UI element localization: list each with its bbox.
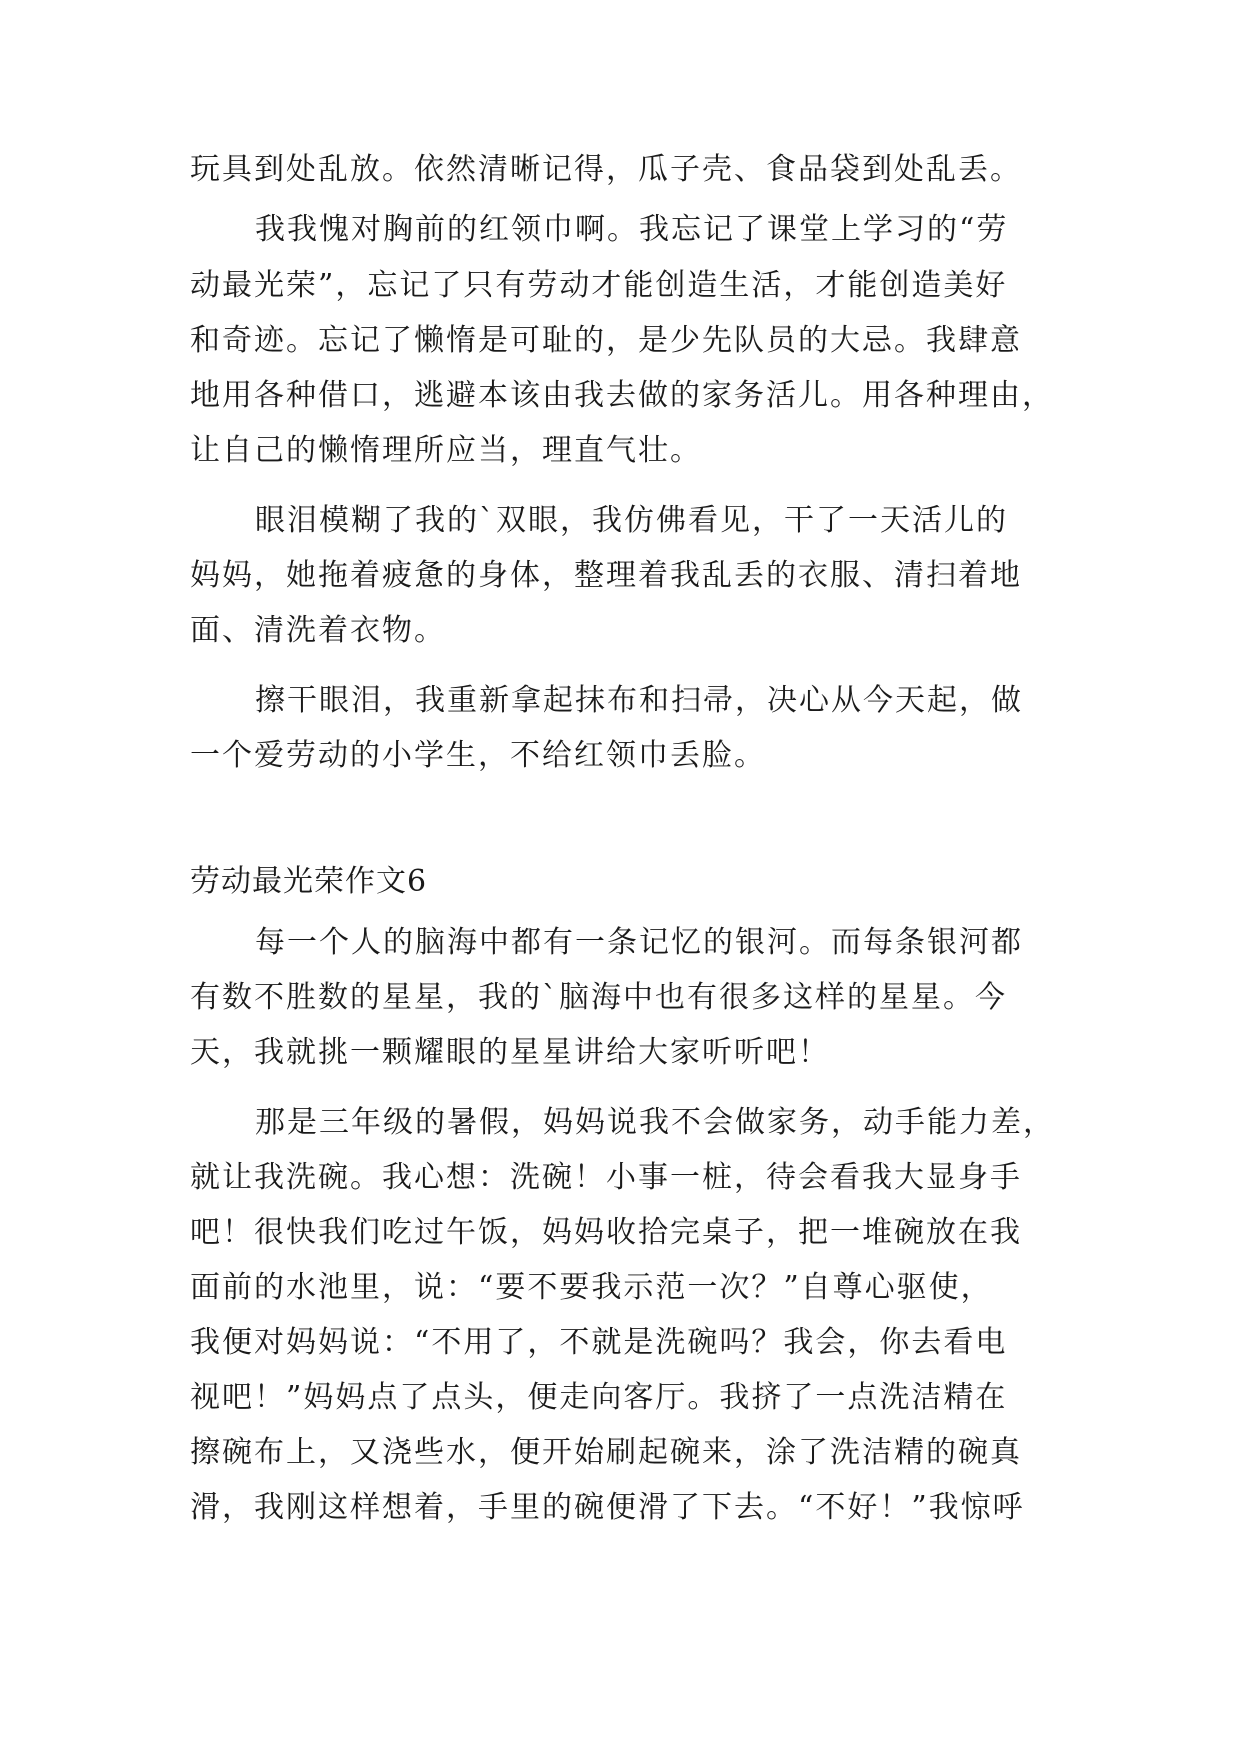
section-heading: 劳动最光荣作文6	[190, 864, 428, 899]
paragraph-start-line: 擦干眼泪，我重新拿起抹布和扫帚，决心从今天起，做	[255, 683, 1023, 718]
text-line: 一个爱劳动的小学生，不给红领巾丢脸。	[190, 738, 766, 773]
text-line: 地用各种借口，逃避本该由我去做的家务活儿。用各种理由，	[190, 378, 1054, 413]
text-line: 动最光荣”，忘记了只有劳动才能创造生活，才能创造美好	[190, 268, 1008, 303]
text-line: 有数不胜数的星星，我的`脑海中也有很多这样的星星。今	[190, 980, 1007, 1015]
text-line: 妈妈，她拖着疲惫的身体，整理着我乱丢的衣服、清扫着地	[190, 558, 1022, 593]
text-line: 就让我洗碗。我心想：洗碗！小事一桩，待会看我大显身手	[190, 1160, 1022, 1195]
text-line: 和奇迹。忘记了懒惰是可耻的，是少先队员的大忌。我肆意	[190, 323, 1022, 358]
paragraph-start-line: 我我愧对胸前的红领巾啊。我忘记了课堂上学习的“劳	[255, 212, 1009, 247]
text-line: 视吧！”妈妈点了点头，便走向客厅。我挤了一点洗洁精在	[190, 1380, 1008, 1415]
text-line: 滑，我刚这样想着，手里的碗便滑了下去。“不好！”我惊呼	[190, 1490, 1025, 1525]
text-line: 玩具到处乱放。依然清晰记得，瓜子壳、食品袋到处乱丢。	[190, 152, 1022, 187]
text-line: 擦碗布上，又浇些水，便开始刷起碗来，涂了洗洁精的碗真	[190, 1435, 1022, 1470]
text-line: 面前的水池里，说：“要不要我示范一次？”自尊心驱使，	[190, 1270, 993, 1305]
text-line: 天，我就挑一颗耀眼的星星讲给大家听听吧！	[190, 1035, 830, 1070]
text-line: 我便对妈妈说：“不用了，不就是洗碗吗？我会，你去看电	[190, 1325, 1008, 1360]
paragraph-start-line: 每一个人的脑海中都有一条记忆的银河。而每条银河都	[255, 925, 1023, 960]
paragraph-start-line: 眼泪模糊了我的`双眼，我仿佛看见，干了一天活儿的	[255, 503, 1008, 538]
text-line: 让自己的懒惰理所应当，理直气壮。	[190, 433, 702, 468]
text-line: 面、清洗着衣物。	[190, 613, 446, 648]
paragraph-start-line: 那是三年级的暑假，妈妈说我不会做家务，动手能力差，	[255, 1105, 1055, 1140]
text-line: 吧！很快我们吃过午饭，妈妈收拾完桌子，把一堆碗放在我	[190, 1215, 1022, 1250]
